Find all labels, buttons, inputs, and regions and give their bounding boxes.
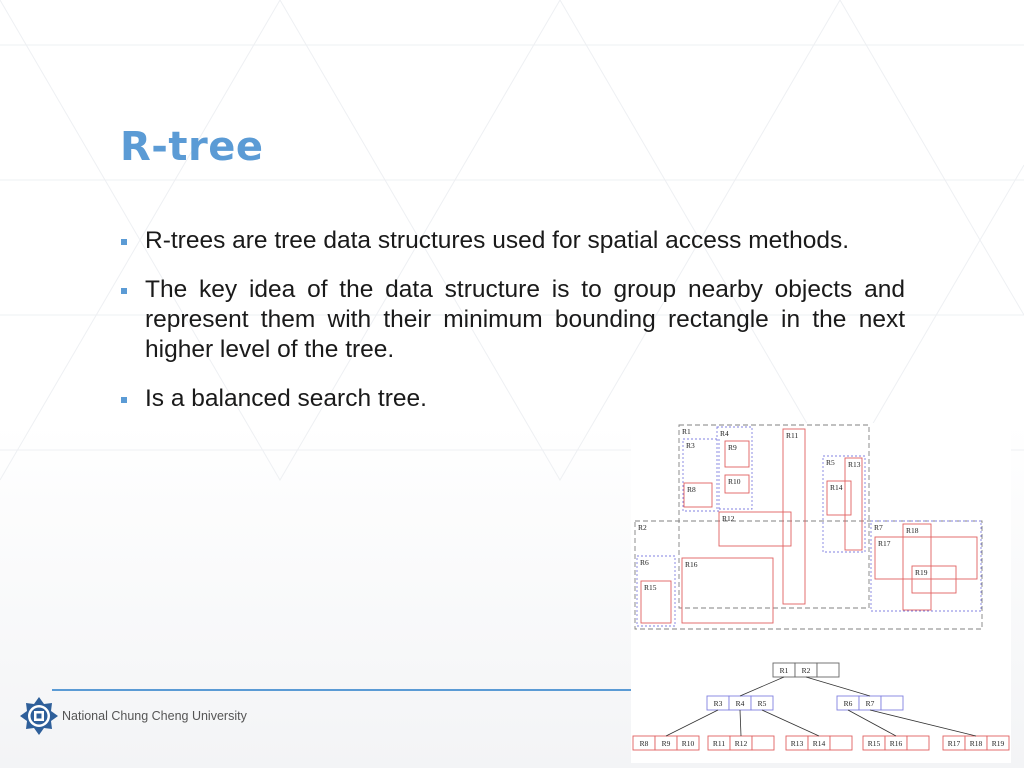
rtree-figure xyxy=(631,423,1011,763)
tree-cell xyxy=(907,736,929,750)
tree-cell-label: R8 xyxy=(639,739,649,748)
mbr-label-r12: R12 xyxy=(722,514,735,523)
mbr-label-r18: R18 xyxy=(906,526,919,535)
tree-cell-label: R14 xyxy=(812,739,826,748)
bullet-text: R-trees are tree data structures used for spatial access methods. xyxy=(145,227,850,254)
footer-institution: National Chung Cheng University xyxy=(62,709,247,723)
mbr-label-r10: R10 xyxy=(728,477,741,486)
mbr-label-r16: R16 xyxy=(685,560,698,569)
tree-cell xyxy=(881,696,903,710)
mbr-label-r11: R11 xyxy=(786,431,799,440)
tree-cell-label: R17 xyxy=(947,739,961,748)
tree-cell-label: R12 xyxy=(734,739,748,748)
bullet-marker-icon xyxy=(121,397,127,403)
tree-cell-label: R19 xyxy=(991,739,1005,748)
tree-cell-label: R18 xyxy=(969,739,983,748)
tree-cell xyxy=(817,663,839,677)
mbr-label-r8: R8 xyxy=(687,485,696,494)
mbr-label-r7: R7 xyxy=(874,523,883,532)
tree-cell-label: R3 xyxy=(713,699,723,708)
bullet-item xyxy=(120,275,905,365)
tree-node-level1 xyxy=(707,696,773,710)
tree-cell-label: R1 xyxy=(779,666,789,675)
tree-cell-label: R16 xyxy=(889,739,903,748)
tree-cell-label: R2 xyxy=(801,666,811,675)
tree-node-leaf xyxy=(943,736,1009,750)
tree-cell-label: R5 xyxy=(757,699,767,708)
mbr-label-r15: R15 xyxy=(644,583,657,592)
tree-cell-label: R11 xyxy=(712,739,726,748)
bullet-text: The key idea of the data structure is to group nearby objects and represent them with their minimum bounding rectangle in the next higher level of the tree. xyxy=(145,276,905,363)
mbr-label-r9: R9 xyxy=(728,443,737,452)
mbr-label-r19: R19 xyxy=(915,568,928,577)
mbr-label-r14: R14 xyxy=(830,483,843,492)
bullet-item xyxy=(120,226,905,256)
bullet-list xyxy=(120,226,905,433)
mbr-label-r5: R5 xyxy=(826,458,835,467)
footer-divider xyxy=(52,689,642,691)
tree-cell-label: R10 xyxy=(681,739,695,748)
mbr-label-r1: R1 xyxy=(682,427,691,436)
tree-node-leaf xyxy=(633,736,699,750)
mbr-label-r2: R2 xyxy=(638,523,647,532)
mbr-label-r4: R4 xyxy=(720,429,729,438)
mbr-label-r3: R3 xyxy=(686,441,695,450)
tree-node-level1 xyxy=(837,696,903,710)
tree-cell-label: R13 xyxy=(790,739,804,748)
tree-cell xyxy=(830,736,852,750)
tree-cell-label: R6 xyxy=(843,699,853,708)
university-logo-icon xyxy=(19,696,59,736)
mbr-label-r13: R13 xyxy=(848,460,861,469)
tree-cell xyxy=(752,736,774,750)
tree-node-leaf xyxy=(863,736,929,750)
slide-title: R-tree xyxy=(120,124,264,170)
tree-node-leaf xyxy=(708,736,774,750)
tree-cell-label: R15 xyxy=(867,739,881,748)
tree-node-leaf xyxy=(786,736,852,750)
tree-cell-label: R9 xyxy=(661,739,671,748)
bullet-text: Is a balanced search tree. xyxy=(145,385,427,412)
tree-cell-label: R7 xyxy=(865,699,875,708)
tree-root-node xyxy=(773,663,839,677)
bullet-marker-icon xyxy=(121,239,127,245)
mbr-label-r6: R6 xyxy=(640,558,649,567)
bullet-item xyxy=(120,384,905,414)
bullet-marker-icon xyxy=(121,288,127,294)
mbr-label-r17: R17 xyxy=(878,539,891,548)
tree-cell-label: R4 xyxy=(735,699,745,708)
